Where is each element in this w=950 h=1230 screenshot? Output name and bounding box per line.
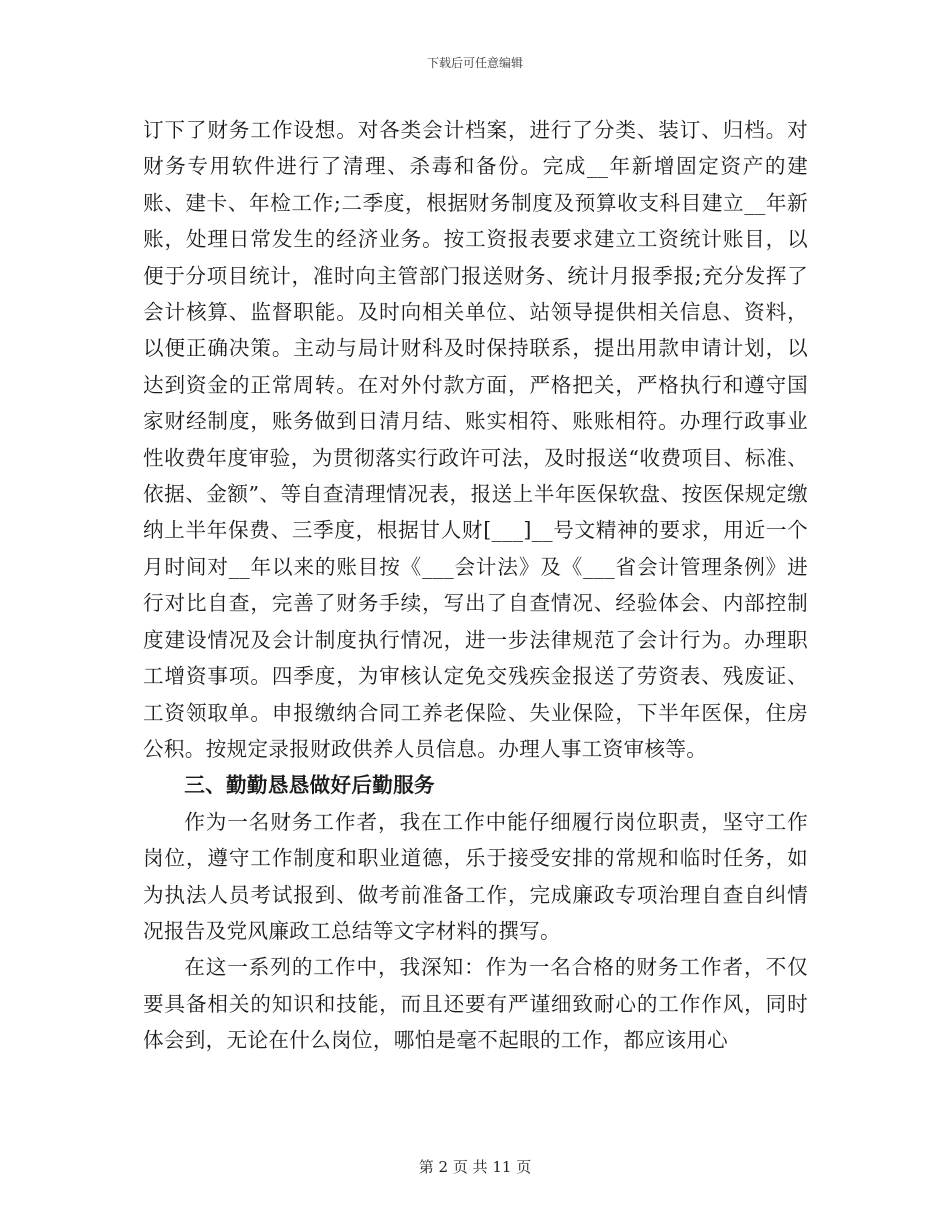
section-heading: 三、勤勤恳恳做好后勤服务 [184, 773, 435, 798]
body-paragraph-1: 订下了财务工作设想。对各类会计档案，进行了分类、装订、归档。对财务专用软件进行了清理、杀毒和备份。完成__年新增固定资产的建账、建卡、年检工作;二季度，根据财务制度及预算收支科目建立__年新账，处理日常发生的经济业务。按工资报表要求建立工资统计账目，以便于分项目统计，准时向主管部门报送财务、统计月报季报;充分发挥了会计核算、监督职能。及时向相关单位、站领导提供相关信息、资料，以便正确决策。主动与局计财科及时保持联系，提出用款申请计划，以达到资金的正常周转。在对外付款方面，严格把关，严格执行和遵守国家财经制度，账务做到日清月结、账实相符、账账相符。办理行政事业性收费年度审验，为贯彻落实行政许可法，及时报送“收费项目、标准、依据、金额”、等自查清理情况表，报送上半年医保软盘、按医保规定缴纳上半年保费、三季度，根据甘人财[___]__号文精神的要求，用近一个月时间对__年以来的账目按《___会计法》及《___省会计管理条例》进行对比自查，完善了财务手续，写出了自查情况、经验体会、内部控制度建设情况及会计制度执行情况，进一步法律规范了会计行为。办理职工增资事项。四季度，为审核认定免交残疾金报送了劳资表、残废证、工资领取单。申报缴纳合同工养老保险、失业保险，下半年医保，住房公积。按规定录报财政供养人员信息。办理人事工资审核等。 [143, 118, 808, 761]
page-footer: 第 2 页 共 11 页 [418, 1158, 532, 1176]
document-body [143, 112, 808, 1059]
body-paragraph-2: 作为一名财务工作者，我在工作中能仔细履行岗位职责，坚守工作岗位，遵守工作制度和职业道德，乐于接受安排的常规和临时任务，如为执法人员考试报到、做考前准备工作，完成廉政专项治理自查自纠情况报告及党风廉政工总结等文字材料的撰写。 [143, 809, 808, 943]
body-paragraph-3: 在这一系列的工作中，我深知：作为一名合格的财务工作者，不仅要具备相关的知识和技能，而且还要有严谨细致耐心的工作作风，同时体会到，无论在什么岗位，哪怕是毫不起眼的工作，都应该用心 [143, 955, 808, 1053]
page-header: 下载后可任意编辑 [426, 56, 523, 70]
